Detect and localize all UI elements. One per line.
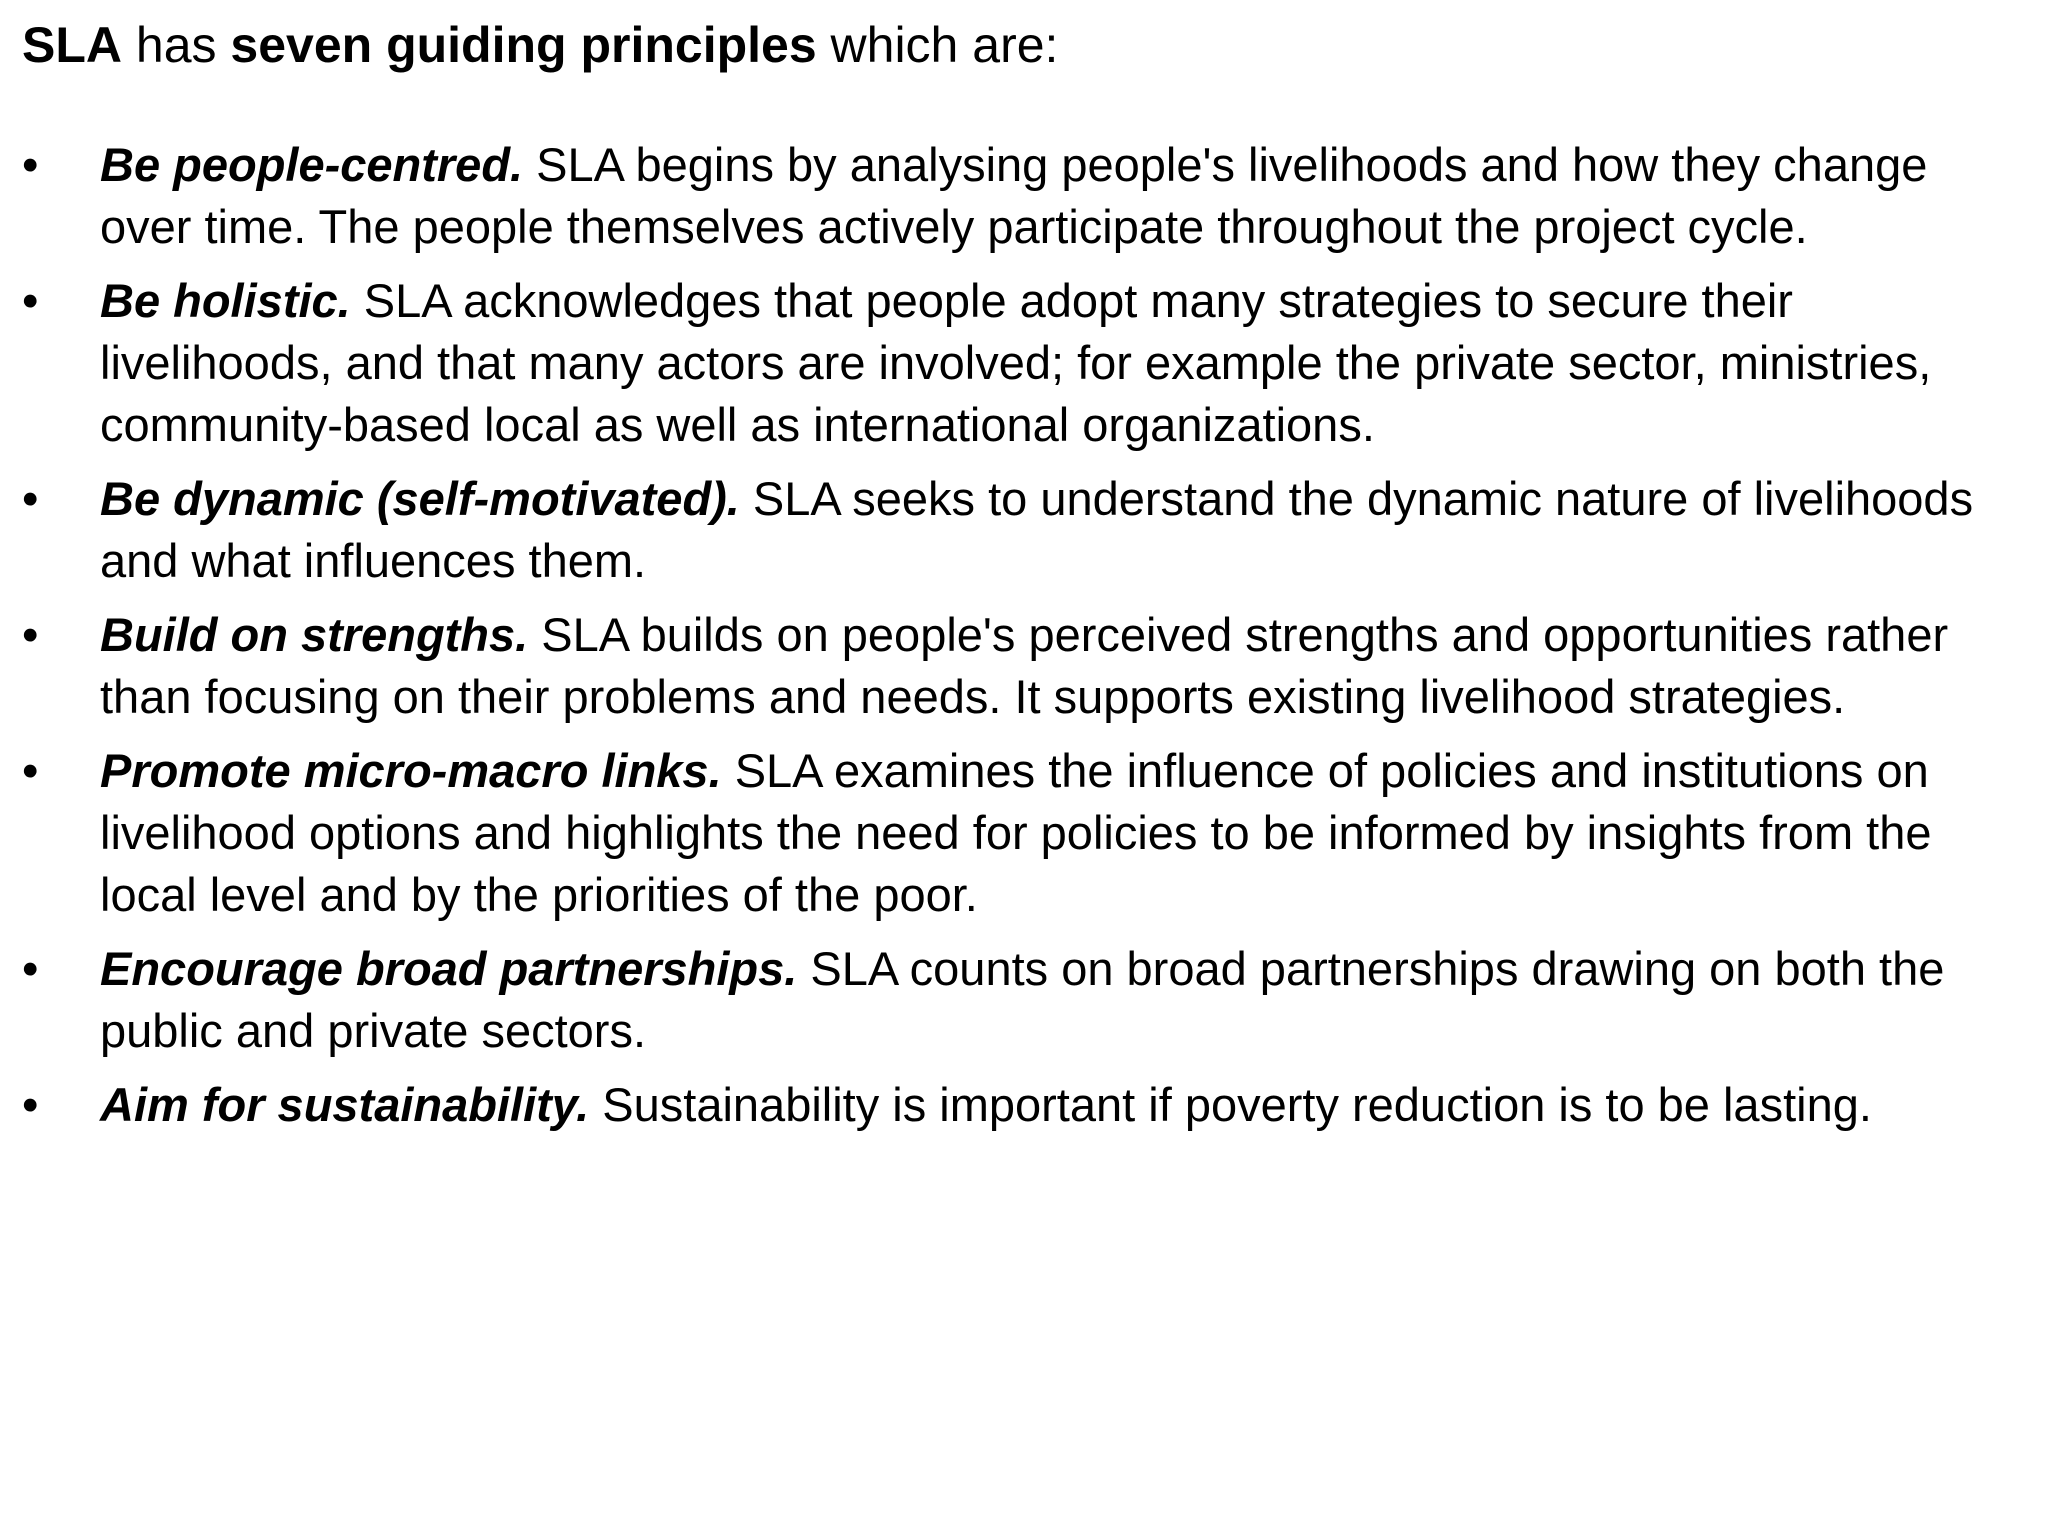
bullet-icon: •: [22, 472, 39, 525]
principle-text: SLA counts on broad partnerships drawing on both the public and private sectors.: [100, 942, 1945, 1057]
bullet-icon: •: [22, 942, 39, 995]
intro-tail: which are:: [816, 17, 1059, 73]
principle-item-micro-macro-links: [22, 740, 2024, 926]
principle-item-people-centred: [22, 134, 2024, 258]
principle-text: SLA builds on people's perceived strengths and opportunities rather than focusing on their problems and needs. It supports existing livelihood strategies.: [100, 608, 1949, 723]
bullet-icon: •: [22, 608, 39, 661]
intro-emphasis: seven guiding principles: [230, 17, 817, 73]
principle-text: SLA seeks to understand the dynamic nature of livelihoods and what influences them.: [100, 472, 1974, 587]
principle-item-dynamic: [22, 468, 2024, 592]
intro-has: has: [122, 17, 231, 73]
principle-title: Encourage broad partnerships.: [100, 942, 798, 995]
principle-title: Promote micro-macro links.: [100, 744, 722, 797]
intro-sentence: [22, 14, 2024, 76]
principle-item-sustainability: [22, 1074, 2024, 1136]
principle-title: Build on strengths.: [100, 608, 529, 661]
principle-title: Aim for sustainability.: [100, 1078, 590, 1131]
intro-sla: SLA: [22, 17, 122, 73]
principle-item-holistic: [22, 270, 2024, 456]
principle-text: SLA begins by analysing people's livelihoods and how they change over time. The people themselves actively participate throughout the project cycle.: [100, 138, 1928, 253]
principle-text: Sustainability is important if poverty reduction is to be lasting.: [589, 1078, 1872, 1131]
bullet-icon: •: [22, 744, 39, 797]
bullet-icon: •: [22, 274, 39, 327]
principle-item-build-on-strengths: [22, 604, 2024, 728]
principle-text: SLA acknowledges that people adopt many strategies to secure their livelihoods, and that many actors are involved; for example the private sector, ministries, community-based local as well as international organizations.: [100, 274, 1932, 451]
principle-text: SLA examines the influence of policies and institutions on livelihood options and highlights the need for policies to be informed by insights from the local level and by the priorities of the poor.: [100, 744, 1932, 921]
principle-title: Be holistic.: [100, 274, 351, 327]
principle-item-broad-partnerships: [22, 938, 2024, 1062]
principle-title: Be dynamic (self-motivated).: [100, 472, 740, 525]
bullet-icon: •: [22, 138, 39, 191]
principle-title: Be people-centred.: [100, 138, 524, 191]
bullet-icon: •: [22, 1078, 39, 1131]
principles-list: [22, 134, 2024, 1136]
